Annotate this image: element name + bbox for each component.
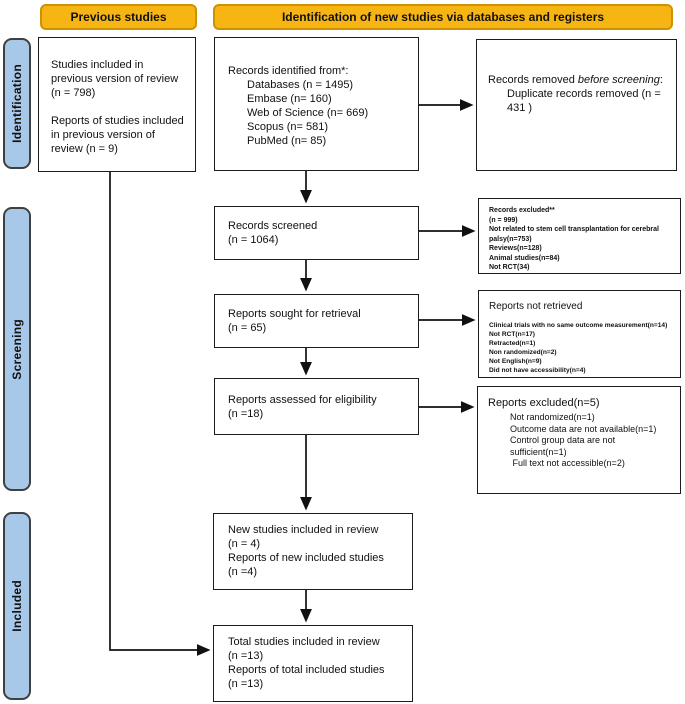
stage-label-included-text: Included	[10, 580, 24, 632]
records-excluded-line: Not RCT(34)	[489, 264, 530, 271]
reports-not-retrieved-title: Reports not retrieved	[489, 301, 583, 312]
records-removed-item: Duplicate records removed (n = 431 )	[507, 88, 664, 114]
records-excluded-box	[478, 198, 681, 274]
reports-not-retrieved-line: Non randomized(n=2)	[489, 349, 557, 356]
reports-assessed-line1: Reports assessed for eligibility	[228, 393, 377, 406]
new-studies-line: New studies included in review	[228, 524, 379, 536]
records-screened-line1: Records screened	[228, 220, 318, 232]
stage-label-included	[3, 512, 31, 700]
stage-label-identification	[3, 38, 31, 169]
reports-sought-line1: Reports sought for retrieval	[228, 308, 361, 320]
records-removed-box	[476, 39, 677, 171]
new-studies-included-box	[213, 513, 413, 590]
records-excluded-line: Reviews(n=128)	[489, 245, 542, 252]
stage-label-screening-text: Screening	[10, 318, 24, 380]
reports-sought-box	[214, 294, 419, 348]
records-removed-title: Records removed before screening:	[488, 74, 663, 86]
reports-not-retrieved-line: Not RCT(n=17)	[489, 331, 535, 338]
reports-excluded-line: Not randomized(n=1)	[510, 412, 595, 422]
header-identification-new-studies: Identification of new studies via databases and registers	[213, 4, 673, 30]
reports-assessed-box	[214, 378, 419, 435]
new-studies-line: Reports of new included studies	[228, 552, 384, 564]
reports-excluded-line: Full text not accessible(n=2)	[510, 458, 625, 468]
records-identified-item: Embase (n= 160)	[247, 93, 332, 105]
reports-not-retrieved-line: Not English(n=9)	[489, 358, 542, 365]
total-studies-line: (n =13)	[228, 650, 264, 662]
reports-excluded-line: Control group data are not sufficient(n=1)	[510, 435, 618, 457]
total-studies-line: (n =13)	[228, 678, 264, 690]
records-identified-item: Web of Science (n= 669)	[247, 107, 369, 119]
reports-not-retrieved-box	[478, 290, 681, 378]
records-screened-box	[214, 206, 419, 260]
reports-not-retrieved-line: Did not have accessibility(n=4)	[489, 367, 586, 374]
records-excluded-line: Not related to stem cell transplantation for cerebral palsy(n=753)	[489, 226, 661, 243]
reports-excluded-line: Outcome data are not available(n=1)	[510, 423, 657, 434]
new-studies-line: (n = 4)	[228, 538, 261, 550]
stage-label-screening	[3, 207, 31, 491]
records-identified-item: Databases (n = 1495)	[247, 79, 354, 91]
reports-assessed-line2: (n =18)	[228, 407, 264, 420]
previous-studies-para2: Reports of studies included in previous version of review (n = 9)	[51, 115, 187, 155]
total-studies-line: Total studies included in review	[228, 636, 380, 648]
records-excluded-line: (n = 999)	[489, 216, 518, 224]
reports-not-retrieved-line: Retracted(n=1)	[489, 340, 536, 347]
reports-excluded-box	[477, 386, 681, 494]
header-previous-studies: Previous studies	[40, 4, 197, 30]
reports-not-retrieved-line: Clinical trials with no same outcome measurement(n=14)	[489, 322, 668, 329]
total-studies-included-box	[213, 625, 413, 702]
previous-studies-box	[38, 37, 196, 172]
reports-sought-line2: (n = 65)	[228, 322, 267, 334]
records-identified-item: Scopus (n= 581)	[247, 121, 329, 133]
previous-studies-para1: Studies included in previous version of review (n = 798)	[51, 59, 182, 99]
records-identified-item: PubMed (n= 85)	[247, 135, 327, 147]
stage-label-identification-text: Identification	[10, 64, 24, 143]
records-identified-box	[214, 37, 419, 171]
records-excluded-line: Records excluded**	[489, 207, 555, 214]
records-screened-line2: (n = 1064)	[228, 234, 279, 246]
records-identified-title: Records identified from*:	[228, 65, 349, 77]
new-studies-line: (n =4)	[228, 566, 258, 578]
arrow-previous-to-total-icon	[110, 171, 208, 650]
records-excluded-line: Animal studies(n=84)	[489, 254, 560, 262]
reports-excluded-title: Reports excluded(n=5)	[488, 397, 600, 409]
total-studies-line: Reports of total included studies	[228, 664, 385, 676]
